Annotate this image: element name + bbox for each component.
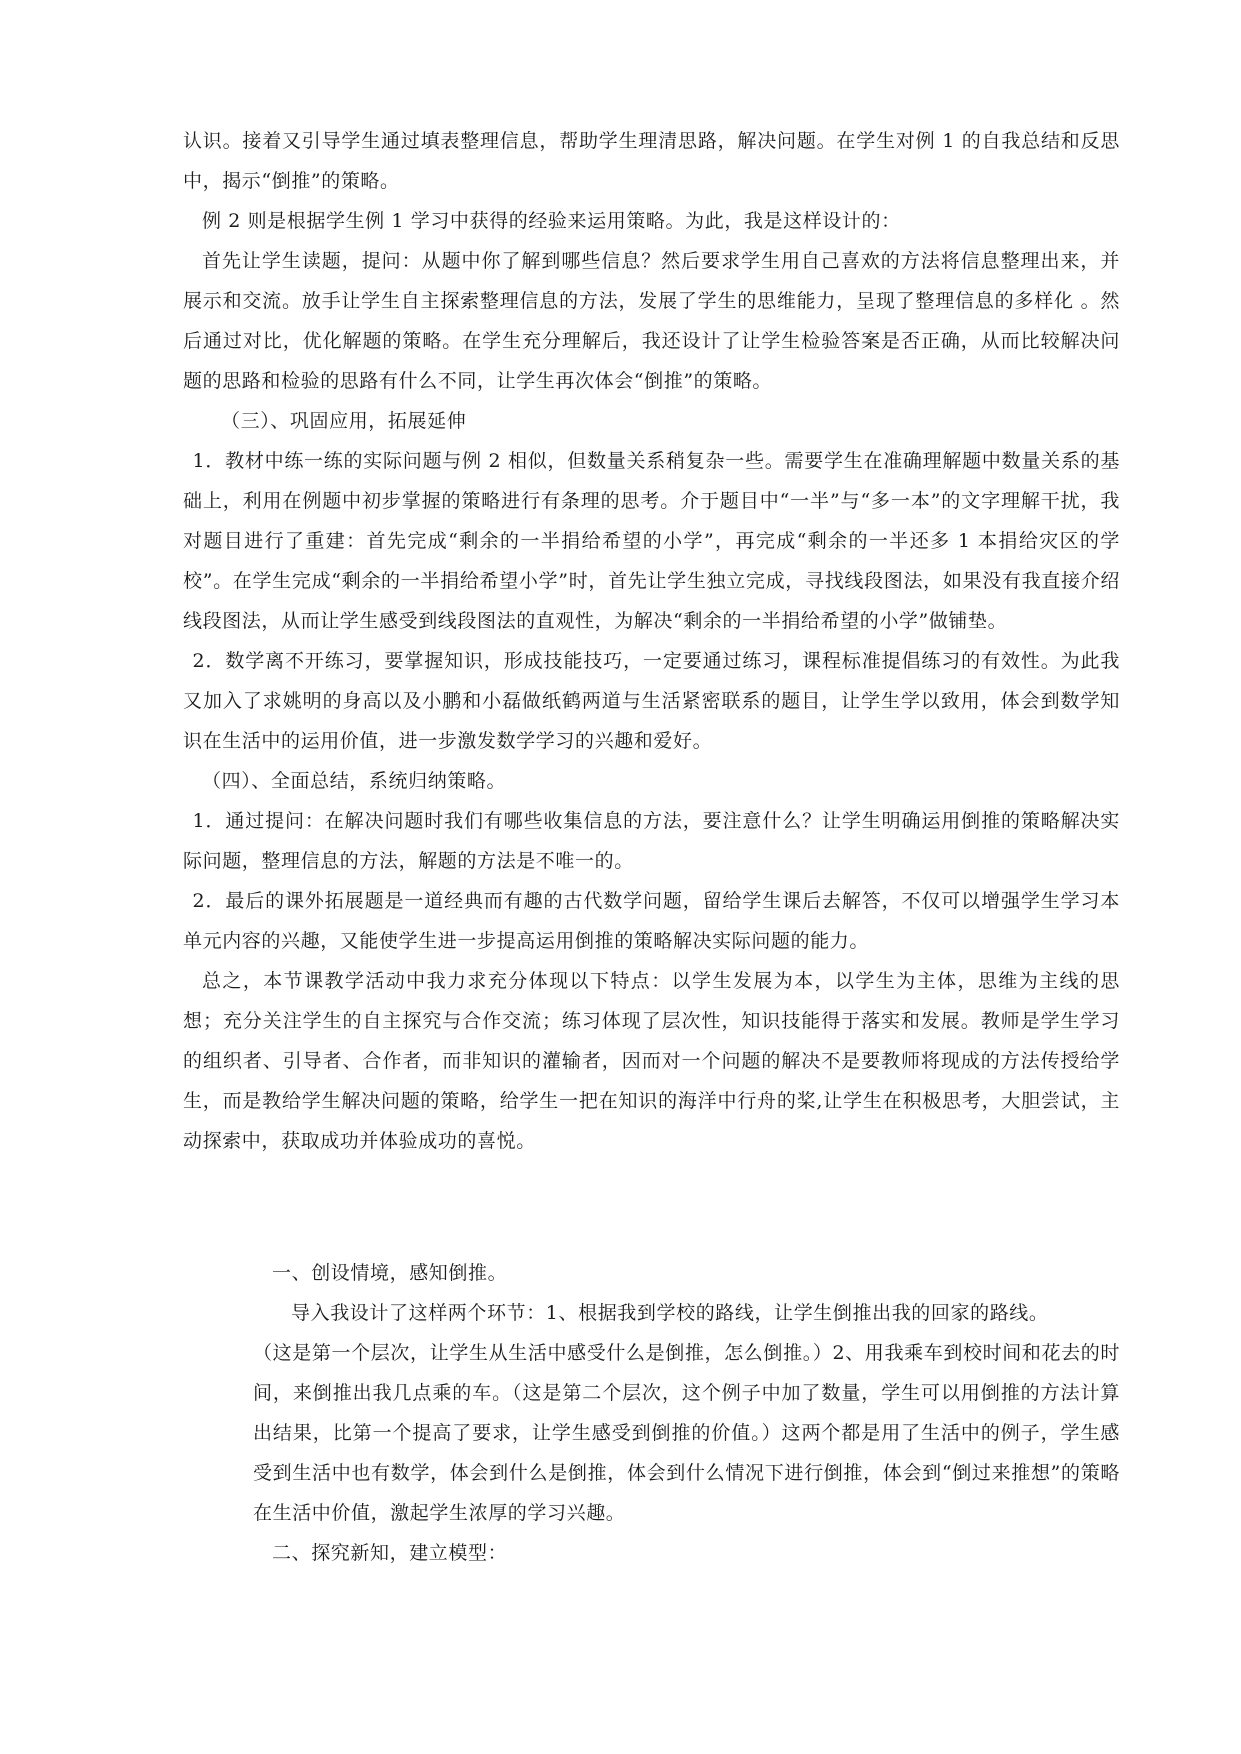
paragraph-reflection-example1: 认识。接着又引导学生通过填表整理信息，帮助学生理清思路，解决问题。在学生对例 1 的自我总结和反思中，揭示“倒推”的策略。 xyxy=(183,130,1120,192)
paragraph-intro-steps: 导入我设计了这样两个环节：1、根据我到学校的路线，让学生倒推出我的回家的路线。 xyxy=(291,1302,1049,1324)
paragraph-practice-1: 1．教材中练一练的实际问题与例 2 相似，但数量关系稍复杂一些。需要学生在准确理解题中数量关系的基础上，利用在例题中初步掌握的策略进行有条理的思考。介于题目中“一半”与“多一本”的文字理解干扰，我对题目进行了重建：首先完成“剩余的一半捐给希望的小学”，再完成“剩余的一半还多 1 本捐给灾区的学校”。在学生完成“剩余的一半捐给希望小学”时，首先让学生独立完成，寻找线段图法，如果没有我直接介绍线段图法，从而让学生感受到线段图法的直观性，为解决“剩余的一半捐给希望的小学”做铺垫。 xyxy=(183,450,1120,632)
paragraph-intro-layers: （这是第一个层次，让学生从生活中感受什么是倒推，怎么倒推。）2、用我乘车到校时间和花去的时间，来倒推出我几点乘的车。（这是第二个层次，这个例子中加了数量，学生可以用倒推的方法计算出结果，比第一个提高了要求，让学生感受到倒推的价值。）这两个都是用了生活中的例子，学生感受到生活中也有数学，体会到什么是倒推，体会到什么情况下进行倒推，体会到“倒过来推想”的策略在生活中价值，激起学生浓厚的学习兴趣。 xyxy=(253,1342,1120,1524)
heading-consolidate-apply: （三）、巩固应用，拓展延伸 xyxy=(221,410,467,432)
paragraph-summary-1: 1．通过提问：在解决问题时我们有哪些收集信息的方法，要注意什么？让学生明确运用倒推的策略解决实际问题，整理信息的方法，解题的方法是不唯一的。 xyxy=(183,810,1120,872)
heading-create-situation: 一、创设情境，感知倒推。 xyxy=(272,1262,508,1284)
paragraph-example2-intro: 例 2 则是根据学生例 1 学习中获得的经验来运用策略。为此，我是这样设计的： xyxy=(202,210,901,232)
paragraph-summary-2: 2．最后的课外拓展题是一道经典而有趣的古代数学问题，留给学生课后去解答，不仅可以增强学生学习本单元内容的兴趣，又能使学生进一步提高运用倒推的策略解决实际问题的能力。 xyxy=(183,890,1120,952)
heading-explore-model: 二、探究新知，建立模型： xyxy=(272,1542,508,1564)
paragraph-conclusion: 总之，本节课教学活动中我力求充分体现以下特点：以学生发展为本，以学生为主体，思维为主线的思想；充分关注学生的自主探究与合作交流；练习体现了层次性，知识技能得于落实和发展。教师是学生学习的组织者、引导者、合作者，而非知识的灌输者，因而对一个问题的解决不是要教师将现成的方法传授给学生，而是教给学生解决问题的策略，给学生一把在知识的海洋中行舟的桨,让学生在积极思考，大胆尝试，主动探索中，获取成功并体验成功的喜悦。 xyxy=(183,970,1120,1152)
paragraph-example2-design: 首先让学生读题，提问：从题中你了解到哪些信息？然后要求学生用自己喜欢的方法将信息整理出来，并展示和交流。放手让学生自主探索整理信息的方法，发展了学生的思维能力，呈现了整理信息的多样化 。然后通过对比，优化解题的策略。在学生充分理解后，我还设计了让学生检验答案是否正确，从而比较解决问题的思路和检验的思路有什么不同，让学生再次体会“倒推”的策略。 xyxy=(183,250,1120,392)
document-section-1 xyxy=(183,121,1120,1161)
heading-summary: （四）、全面总结，系统归纳策略。 xyxy=(202,770,507,792)
document-section-2 xyxy=(253,1253,1120,1573)
paragraph-practice-2: 2．数学离不开练习，要掌握知识，形成技能技巧，一定要通过练习，课程标准提倡练习的有效性。为此我又加入了求姚明的身高以及小鹏和小磊做纸鹤两道与生活紧密联系的题目，让学生学以致用，体会到数学知识在生活中的运用价值，进一步激发数学学习的兴趣和爱好。 xyxy=(183,650,1120,752)
